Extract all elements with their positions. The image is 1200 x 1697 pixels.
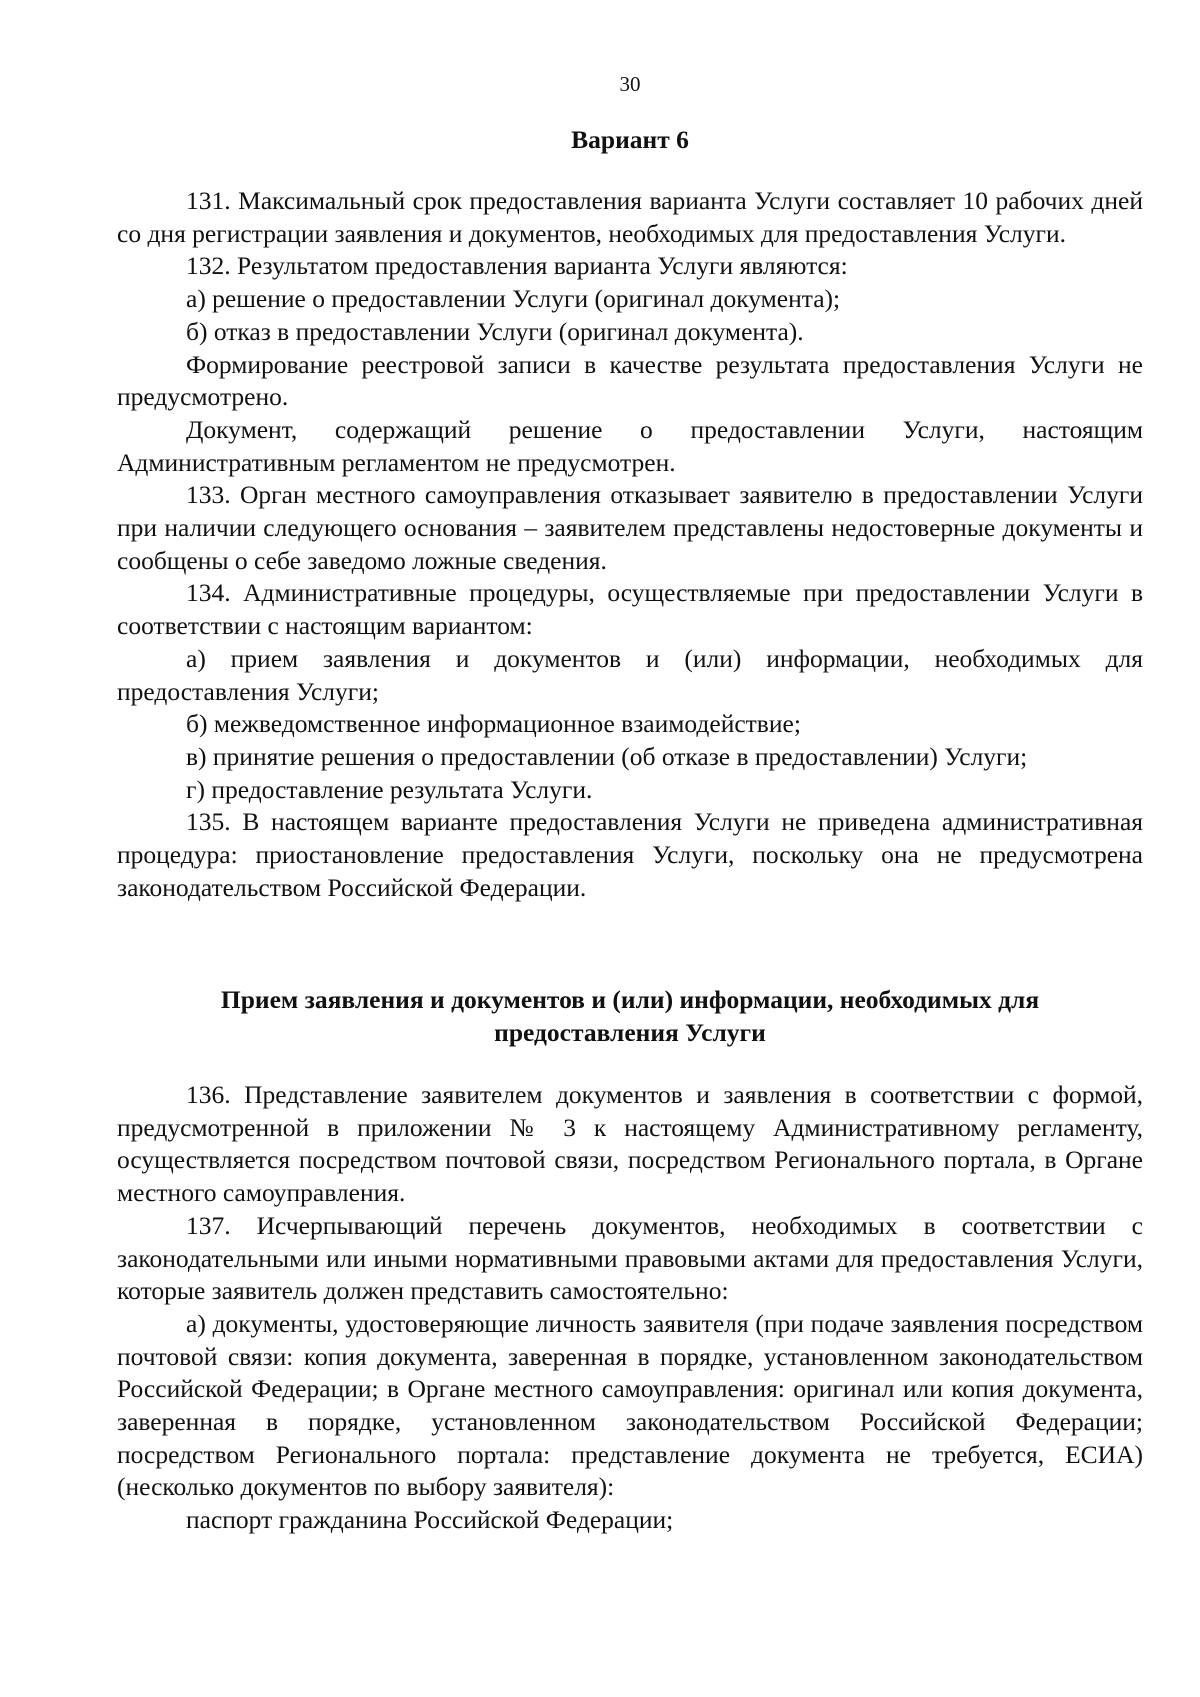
variant-paragraphs	[117, 185, 1143, 904]
paragraph-135: 135. В настоящем варианте предоставления Услуги не приведена административная процедура: приостановление предоставления Услуги, поскольку она не предусмотрена законодательством Российской Федерации.	[117, 807, 1143, 902]
paragraph-registry-record: Формирование реестровой записи в качестве результата предоставления Услуги не предусмотрено.	[117, 349, 1143, 412]
paragraph-132-a: а) решение о предоставлении Услуги (оригинал документа);	[186, 284, 841, 314]
paragraph-132-b: б) отказ в предоставлении Услуги (оригинал документа).	[186, 316, 804, 346]
paragraph-134-a: а) прием заявления и документов и (или) информации, необходимых для предоставления Услуги;	[117, 643, 1143, 706]
section-heading-line-2: предоставления Услуги	[494, 1018, 766, 1047]
paragraph-decision-document: Документ, содержащий решение о предоставлении Услуги, настоящим Административным регламентом не предусмотрен.	[117, 414, 1143, 477]
section-heading-line-1: Прием заявления и документов и (или) информации, необходимых для	[220, 985, 1040, 1014]
variant-heading: Вариант 6	[571, 125, 689, 154]
page-number: 30	[619, 72, 641, 96]
paragraph-134: 134. Административные процедуры, осуществляемые при предоставлении Услуги в соответствии с настоящим вариантом:	[117, 578, 1143, 641]
paragraph-134-b: б) межведомственное информационное взаимодействие;	[186, 709, 801, 739]
paragraph-132: 132. Результатом предоставления варианта Услуги являются:	[186, 251, 848, 281]
document-page	[117, 0, 1143, 1697]
section-heading	[117, 983, 1143, 1049]
paragraph-131: 131. Максимальный срок предоставления варианта Услуги составляет 10 рабочих дней со дня регистрации заявления и документов, необходимых для предоставления Услуги.	[117, 186, 1143, 248]
paragraph-137: 137. Исчерпывающий перечень документов, необходимых в соответствии с законодательными или иными нормативными правовыми актами для предоставления Услуги, которые заявитель должен представить самостоятельно:	[117, 1210, 1143, 1306]
paragraph-passport: паспорт гражданина Российской Федерации;	[186, 1505, 674, 1535]
paragraph-133: 133. Орган местного самоуправления отказывает заявителю в предоставлении Услуги при наличии следующего основания – заявителем представлены недостоверные документы и сообщены о себе заведомо ложные сведения.	[117, 480, 1143, 575]
paragraph-136: 136. Представление заявителем документов и заявления в соответствии с формой, предусмотренной в приложении № 3 к настоящему Административному регламенту, осуществляется посредством почтовой связи, посредством Регионального портала, в Органе местного самоуправления.	[117, 1080, 1143, 1208]
paragraph-134-g: г) предоставление результата Услуги.	[186, 774, 593, 804]
paragraph-137-a: а) документы, удостоверяющие личность заявителя (при подаче заявления посредством почтовой связи: копия документа, заверенная в порядке, установленном законодательством Российской Федерации; в Органе местного самоуправления: оригинал или копия документа, заверенная в порядке, установленном законодательством Российской Федерации; посредством Регионального портала: представление документа не требуется, ЕСИА) (несколько документов по выбору заявителя):	[117, 1308, 1143, 1502]
paragraph-134-v: в) принятие решения о предоставлении (об отказе в предоставлении) Услуги;	[186, 741, 1028, 771]
section-paragraphs	[117, 1079, 1143, 1537]
